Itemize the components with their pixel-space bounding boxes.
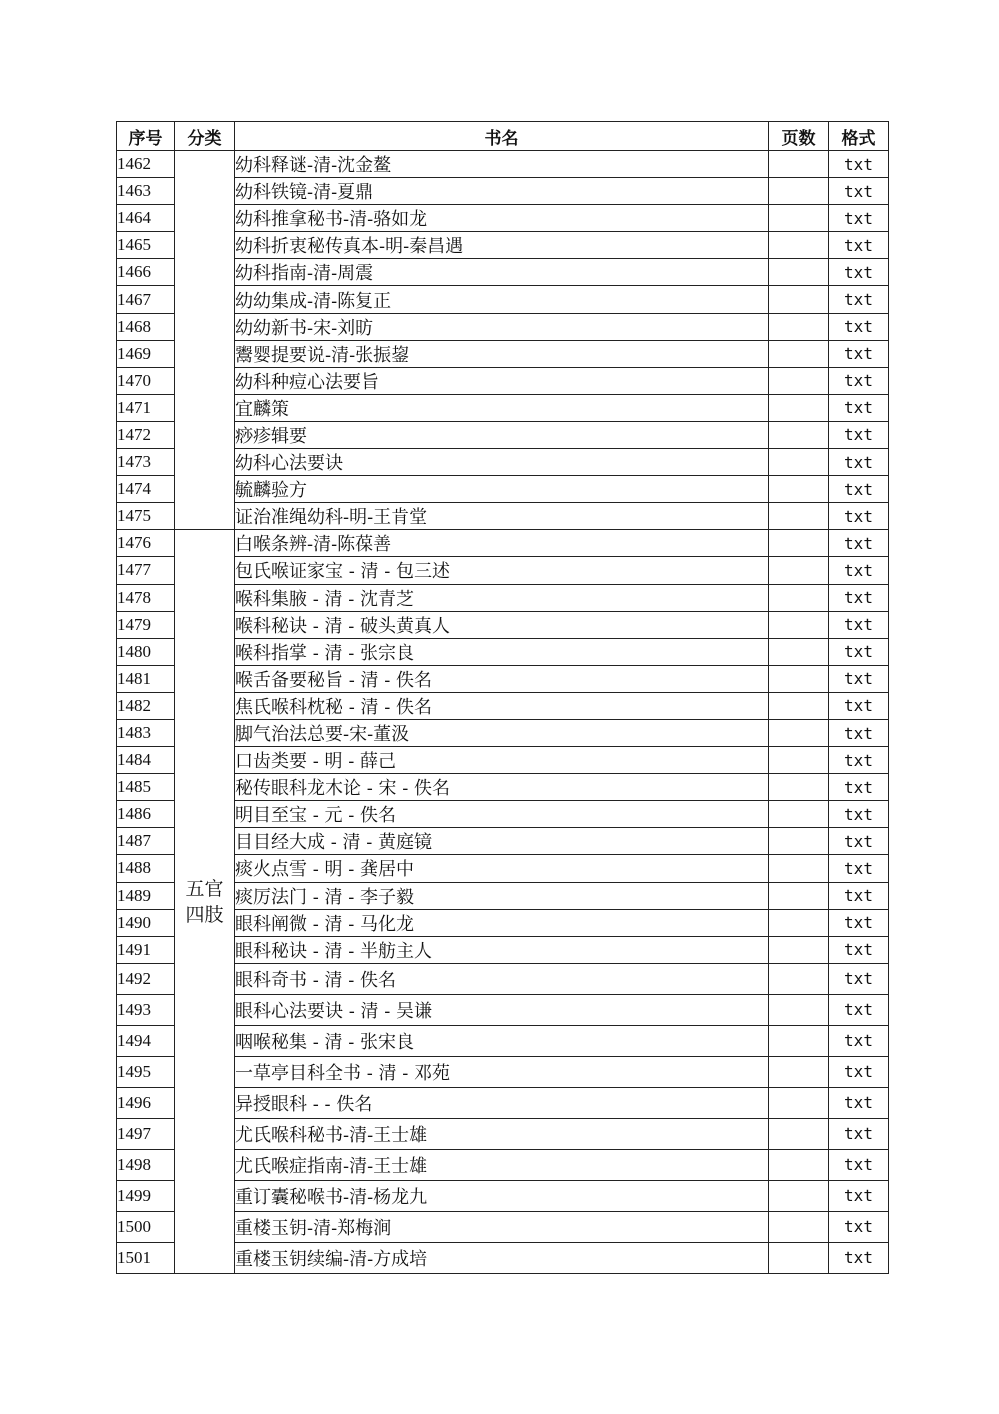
cell-title: 喉舌备要秘旨 - 清 - 佚名 (235, 665, 769, 692)
header-row (117, 122, 889, 151)
cell-title: 痰火点雪 - 明 - 龚居中 (235, 855, 769, 882)
cell-format: txt (829, 774, 889, 801)
cell-format: txt (829, 692, 889, 719)
cell-format: txt (829, 747, 889, 774)
cell-seq: 1495 (117, 1056, 175, 1087)
cell-title: 包氏喉证家宝 - 清 - 包三述 (235, 557, 769, 584)
cell-seq: 1480 (117, 638, 175, 665)
cell-pages (769, 936, 829, 963)
cell-seq: 1482 (117, 692, 175, 719)
cell-format: txt (829, 557, 889, 584)
cell-pages (769, 367, 829, 394)
cell-pages (769, 1087, 829, 1118)
cell-seq: 1477 (117, 557, 175, 584)
cell-seq: 1492 (117, 963, 175, 994)
cell-pages (769, 1180, 829, 1211)
cell-pages (769, 557, 829, 584)
cell-category (175, 151, 235, 530)
cell-pages (769, 1211, 829, 1242)
cell-title: 幼科心法要诀 (235, 449, 769, 476)
cell-title: 眼科奇书 - 清 - 佚名 (235, 963, 769, 994)
cell-title: 证治准绳幼科-明-王肯堂 (235, 503, 769, 530)
cell-format: txt (829, 1025, 889, 1056)
cell-title: 幼幼新书-宋-刘昉 (235, 313, 769, 340)
cell-pages (769, 259, 829, 286)
cell-seq: 1478 (117, 584, 175, 611)
cell-pages (769, 882, 829, 909)
cell-format: txt (829, 994, 889, 1025)
cell-seq: 1485 (117, 774, 175, 801)
cell-pages (769, 611, 829, 638)
cell-title: 异授眼科 - - 佚名 (235, 1087, 769, 1118)
cell-title: 幼科铁镜-清-夏鼎 (235, 178, 769, 205)
cell-format: txt (829, 828, 889, 855)
cell-title: 幼科推拿秘书-清-骆如龙 (235, 205, 769, 232)
cell-pages (769, 449, 829, 476)
cell-seq: 1493 (117, 994, 175, 1025)
cell-pages (769, 665, 829, 692)
cell-seq: 1469 (117, 340, 175, 367)
cell-pages (769, 747, 829, 774)
cell-format: txt (829, 1118, 889, 1149)
cell-seq: 1468 (117, 313, 175, 340)
cell-title: 重订囊秘喉书-清-杨龙九 (235, 1180, 769, 1211)
cell-pages (769, 963, 829, 994)
cell-format: txt (829, 503, 889, 530)
cell-seq: 1494 (117, 1025, 175, 1056)
cell-format: txt (829, 449, 889, 476)
table-body (117, 151, 889, 1274)
cell-seq: 1481 (117, 665, 175, 692)
cell-pages (769, 828, 829, 855)
cell-format: txt (829, 1180, 889, 1211)
cell-seq: 1479 (117, 611, 175, 638)
cell-format: txt (829, 530, 889, 557)
cell-format: txt (829, 205, 889, 232)
cell-seq: 1472 (117, 421, 175, 448)
cell-pages (769, 476, 829, 503)
cell-seq: 1496 (117, 1087, 175, 1118)
cell-title: 毓麟验方 (235, 476, 769, 503)
cell-title: 宜麟策 (235, 394, 769, 421)
cell-format: txt (829, 936, 889, 963)
cell-seq: 1488 (117, 855, 175, 882)
cell-seq: 1473 (117, 449, 175, 476)
cell-title: 喉科秘诀 - 清 - 破头黄真人 (235, 611, 769, 638)
cell-pages (769, 801, 829, 828)
table-row (117, 530, 889, 557)
cell-title: 焦氏喉科枕秘 - 清 - 佚名 (235, 692, 769, 719)
cell-title: 幼科指南-清-周震 (235, 259, 769, 286)
cell-seq: 1464 (117, 205, 175, 232)
cell-seq: 1470 (117, 367, 175, 394)
cell-format: txt (829, 1056, 889, 1087)
cell-title: 幼科折衷秘传真本-明-秦昌遇 (235, 232, 769, 259)
cell-seq: 1501 (117, 1242, 175, 1273)
cell-seq: 1465 (117, 232, 175, 259)
cell-format: txt (829, 611, 889, 638)
cell-title: 目目经大成 - 清 - 黄庭镜 (235, 828, 769, 855)
cell-seq: 1489 (117, 882, 175, 909)
cell-format: txt (829, 665, 889, 692)
cell-pages (769, 503, 829, 530)
cell-title: 痧疹辑要 (235, 421, 769, 448)
cell-title: 喉科指掌 - 清 - 张宗良 (235, 638, 769, 665)
cell-seq: 1467 (117, 286, 175, 313)
book-catalog-table (116, 121, 889, 1274)
cell-format: txt (829, 855, 889, 882)
cell-title: 喉科集腋 - 清 - 沈青芝 (235, 584, 769, 611)
cell-format: txt (829, 232, 889, 259)
cell-pages (769, 530, 829, 557)
cell-title: 明目至宝 - 元 - 佚名 (235, 801, 769, 828)
cell-pages (769, 421, 829, 448)
header-pages: 页数 (769, 122, 829, 151)
cell-title: 幼科种痘心法要旨 (235, 367, 769, 394)
cell-seq: 1491 (117, 936, 175, 963)
cell-seq: 1497 (117, 1118, 175, 1149)
cell-title: 一草亭目科全书 - 清 - 邓苑 (235, 1056, 769, 1087)
cell-seq: 1462 (117, 151, 175, 178)
cell-seq: 1474 (117, 476, 175, 503)
cell-title: 重楼玉钥-清-郑梅涧 (235, 1211, 769, 1242)
cell-format: txt (829, 1149, 889, 1180)
header-title: 书名 (235, 122, 769, 151)
cell-format: txt (829, 638, 889, 665)
cell-seq: 1487 (117, 828, 175, 855)
cell-format: txt (829, 882, 889, 909)
cell-format: txt (829, 476, 889, 503)
category-label: 五官四肢 (185, 877, 224, 926)
cell-title: 白喉条辨-清-陈葆善 (235, 530, 769, 557)
cell-pages (769, 286, 829, 313)
cell-format: txt (829, 394, 889, 421)
cell-format: txt (829, 1242, 889, 1273)
cell-seq: 1500 (117, 1211, 175, 1242)
cell-seq: 1490 (117, 909, 175, 936)
cell-seq: 1471 (117, 394, 175, 421)
cell-title: 眼科心法要诀 - 清 - 吴谦 (235, 994, 769, 1025)
cell-pages (769, 313, 829, 340)
cell-format: txt (829, 909, 889, 936)
cell-title: 眼科阐微 - 清 - 马化龙 (235, 909, 769, 936)
cell-title: 幼科释谜-清-沈金鳌 (235, 151, 769, 178)
cell-format: txt (829, 584, 889, 611)
cell-seq: 1466 (117, 259, 175, 286)
cell-pages (769, 151, 829, 178)
cell-title: 重楼玉钥续编-清-方成培 (235, 1242, 769, 1273)
cell-pages (769, 774, 829, 801)
cell-pages (769, 719, 829, 746)
cell-title: 秘传眼科龙木论 - 宋 - 佚名 (235, 774, 769, 801)
cell-format: txt (829, 801, 889, 828)
cell-seq: 1463 (117, 178, 175, 205)
cell-category (175, 530, 235, 1274)
cell-title: 幼幼集成-清-陈复正 (235, 286, 769, 313)
cell-pages (769, 232, 829, 259)
cell-seq: 1475 (117, 503, 175, 530)
cell-pages (769, 340, 829, 367)
cell-pages (769, 855, 829, 882)
cell-pages (769, 205, 829, 232)
cell-format: txt (829, 421, 889, 448)
cell-title: 眼科秘诀 - 清 - 半舫主人 (235, 936, 769, 963)
header-seq: 序号 (117, 122, 175, 151)
cell-title: 咽喉秘集 - 清 - 张宋良 (235, 1025, 769, 1056)
cell-title: 鬻婴提要说-清-张振鋆 (235, 340, 769, 367)
cell-pages (769, 1118, 829, 1149)
cell-pages (769, 692, 829, 719)
cell-pages (769, 584, 829, 611)
cell-format: txt (829, 719, 889, 746)
cell-format: txt (829, 963, 889, 994)
cell-title: 口齿类要 - 明 - 薛己 (235, 747, 769, 774)
cell-pages (769, 1056, 829, 1087)
cell-format: txt (829, 259, 889, 286)
cell-seq: 1476 (117, 530, 175, 557)
cell-pages (769, 394, 829, 421)
cell-format: txt (829, 367, 889, 394)
cell-title: 尤氏喉科秘书-清-王士雄 (235, 1118, 769, 1149)
cell-format: txt (829, 1087, 889, 1118)
cell-pages (769, 1242, 829, 1273)
cell-title: 痰厉法门 - 清 - 李子毅 (235, 882, 769, 909)
cell-pages (769, 1149, 829, 1180)
cell-format: txt (829, 286, 889, 313)
cell-title: 脚气治法总要-宋-董汲 (235, 719, 769, 746)
cell-pages (769, 178, 829, 205)
cell-pages (769, 994, 829, 1025)
cell-format: txt (829, 313, 889, 340)
cell-format: txt (829, 151, 889, 178)
table-row (117, 151, 889, 178)
cell-pages (769, 638, 829, 665)
cell-seq: 1483 (117, 719, 175, 746)
cell-seq: 1499 (117, 1180, 175, 1211)
cell-format: txt (829, 178, 889, 205)
cell-pages (769, 1025, 829, 1056)
cell-format: txt (829, 1211, 889, 1242)
header-format: 格式 (829, 122, 889, 151)
cell-format: txt (829, 340, 889, 367)
cell-seq: 1498 (117, 1149, 175, 1180)
header-category: 分类 (175, 122, 235, 151)
cell-seq: 1484 (117, 747, 175, 774)
cell-pages (769, 909, 829, 936)
cell-title: 尤氏喉症指南-清-王士雄 (235, 1149, 769, 1180)
cell-seq: 1486 (117, 801, 175, 828)
